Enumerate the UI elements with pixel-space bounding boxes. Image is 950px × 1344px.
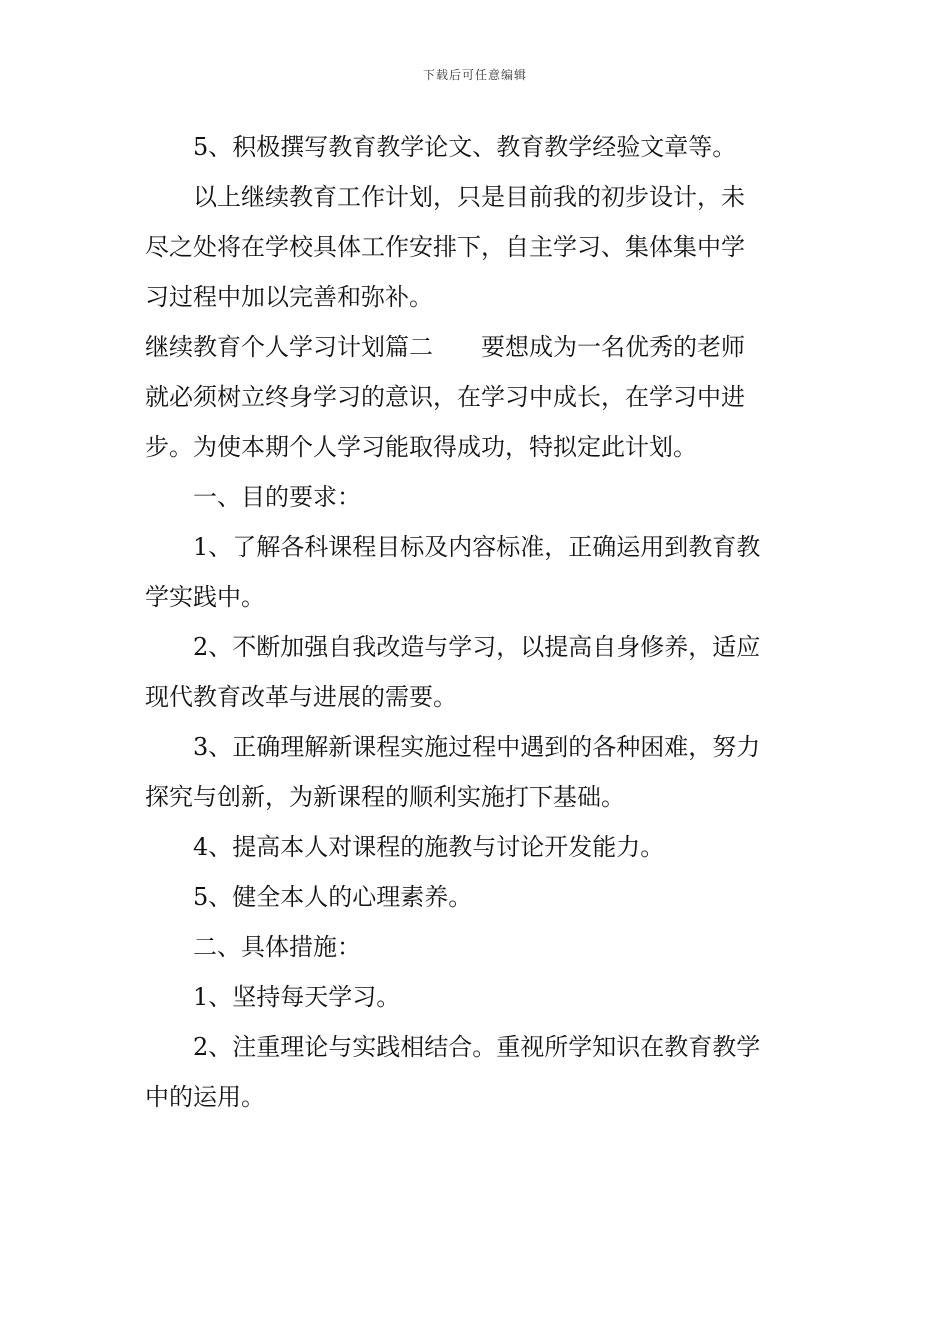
- section-title: 继续教育个人学习计划篇二: [145, 333, 433, 361]
- text-line: 4、提高本人对课程的施教与讨论开发能力。: [193, 833, 665, 861]
- text-line: 步。为使本期个人学习能取得成功，特拟定此计划。: [145, 433, 697, 461]
- text-line: 1、坚持每天学习。: [193, 983, 401, 1011]
- section-heading-line: [145, 322, 807, 372]
- page-header-note: 下载后可任意编辑: [422, 68, 527, 82]
- text-line: 1、了解各科课程目标及内容标准，正确运用到教育教: [193, 533, 761, 561]
- text-line: 2、注重理论与实践相结合。重视所学知识在教育教学: [193, 1033, 761, 1061]
- text-line: 学实践中。: [145, 583, 265, 611]
- text-line: 尽之处将在学校具体工作安排下，自主学习、集体集中学: [145, 233, 745, 261]
- text-line: 3、正确理解新课程实施过程中遇到的各种困难，努力: [193, 733, 761, 761]
- text-line: 要想成为一名优秀的老师: [481, 333, 745, 361]
- text-line: 习过程中加以完善和弥补。: [145, 283, 433, 311]
- subheading: 二、具体措施：: [193, 933, 361, 961]
- text-line: 就必须树立终身学习的意识，在学习中成长，在学习中进: [145, 383, 745, 411]
- text-line: 5、健全本人的心理素养。: [193, 883, 473, 911]
- subheading: 一、目的要求：: [193, 483, 361, 511]
- text-line: 以上继续教育工作计划，只是目前我的初步设计，未: [193, 183, 745, 211]
- text-line: 5、积极撰写教育教学论文、教育教学经验文章等。: [193, 133, 737, 161]
- text-line: 中的运用。: [145, 1083, 265, 1111]
- text-line: 探究与创新，为新课程的顺利实施打下基础。: [145, 783, 625, 811]
- text-line: 现代教育改革与进展的需要。: [145, 683, 457, 711]
- text-line: 2、不断加强自我改造与学习，以提高自身修养，适应: [193, 633, 761, 661]
- document-body: [145, 122, 807, 1122]
